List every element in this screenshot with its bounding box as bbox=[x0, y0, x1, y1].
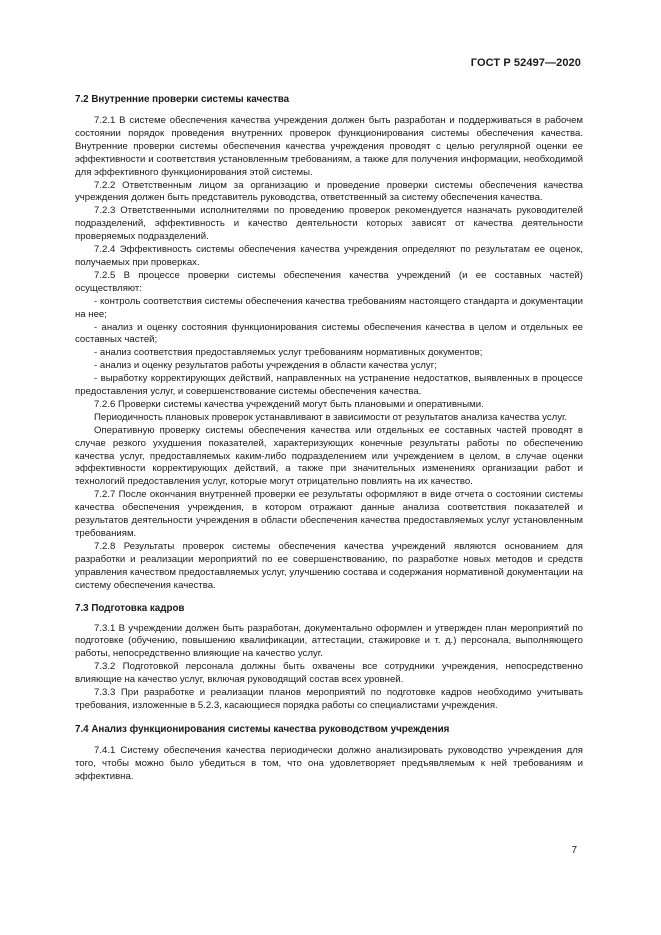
paragraph-7-2-5: 7.2.5 В процессе проверки системы обеспечения качества учреждений (и ее составных частей) осуществляют: bbox=[75, 269, 583, 294]
list-item: - анализ и оценку результатов работы учреждения в области качества услуг; bbox=[94, 360, 437, 372]
section-title-7-3: 7.3 Подготовка кадров bbox=[75, 602, 185, 614]
paragraph-7-2-1: 7.2.1 В системе обеспечения качества учреждения должен быть разработан и поддерживаться в рабочем состоянии порядок проведения внутренних проверок функционирования системы обеспечения качества. Внутренние проверки системы обеспечения качества учреждения проводят с целью регулярной оценки ее эффективности и соответствия установленным требованиям, а также для получения информации, необходимой для эффективного функционирования этой системы. bbox=[75, 115, 583, 178]
list-item: - выработку корректирующих действий, направленных на устранение недостатков, выявленных в процессе предоставления услуг, и совершенствование системы обеспечения качества. bbox=[75, 373, 583, 398]
paragraph-7-2-8: 7.2.8 Результаты проверок системы обеспечения качества учреждений являются основанием для разработки и реализации мероприятий по ее совершенствованию, по разработке новых методов и средств управления качеством предоставляемых услуг, улучшению состава и содержания нормативной документации на систему обеспечения качества. bbox=[75, 540, 583, 591]
paragraph-7-3-2: 7.3.2 Подготовкой персонала должны быть охвачены все сотрудники учреждения, непосредственно влияющие на качество услуг, включая руководящий состав всех уровней. bbox=[75, 661, 583, 686]
paragraph-7-2-4: 7.2.4 Эффективность системы обеспечения качества учреждения определяют по результатам ее оценок, получаемых при проверках. bbox=[75, 244, 583, 268]
page-number: 7 bbox=[571, 845, 577, 856]
list-item: - анализ соответствия предоставляемых услуг требованиям нормативных документов; bbox=[94, 347, 483, 359]
paragraph-7-3-1: 7.3.1 В учреждении должен быть разработан, документально оформлен и утвержден план мероприятий по подготовке (обучению, повышению квалификации, аттестации, стажировке и т. д.) персонала, выполняющего работы, непосредственно влияющие на качество услуг. bbox=[75, 622, 583, 660]
paragraph-periodicity: Периодичность плановых проверок устанавливают в зависимости от результатов анализа качества услуг. bbox=[94, 411, 568, 423]
list-item: - анализ и оценку состояния функционирования системы обеспечения качества в целом и отдельных ее составных частей; bbox=[75, 321, 583, 346]
section-title-7-2: 7.2 Внутренние проверки системы качества bbox=[75, 94, 290, 105]
paragraph-7-2-7: 7.2.7 После окончания внутренней проверки ее результаты оформляют в виде отчета о состоянии системы качества обеспечения учреждения, в котором отражают данные анализа соответствия показателей и результатов деятельности учреждения в области обеспечения качества предоставляемых услуг установленным требованиям. bbox=[75, 489, 583, 539]
paragraph-7-2-3: 7.2.3 Ответственными исполнителями по проведению проверок рекомендуется назначать руководителей подразделений, эффективность и качество деятельности которых зависят от качества деятельности проверяемых подразделений. bbox=[75, 205, 583, 243]
paragraph-7-3-3: 7.3.3 При разработке и реализации планов мероприятий по подготовке кадров необходимо учитывать требования, изложенные в 5.2.3, касающиеся порядка работы со специалистами учреждения. bbox=[75, 687, 583, 711]
paragraph-7-4-1: 7.4.1 Систему обеспечения качества периодически должно анализировать руководство учреждения для того, чтобы можно было убедиться в том, что она удовлетворяет предъявляемым к ней требованиям и эффективна. bbox=[75, 744, 583, 782]
document-code: ГОСТ Р 52497—2020 bbox=[470, 57, 581, 69]
paragraph-7-2-2: 7.2.2 Ответственным лицом за организацию и проведение проверки системы обеспечения качества учреждения должен быть представитель руководства, ответственный за систему обеспечения качества. bbox=[75, 179, 583, 204]
list-item: - контроль соответствия системы обеспечения качества требованиям настоящего стандарта и документации на нее; bbox=[75, 295, 583, 320]
document-body bbox=[75, 93, 583, 784]
paragraph-7-2-6: 7.2.6 Проверки системы качества учреждений могут быть плановыми и оперативными. bbox=[94, 398, 484, 410]
section-title-7-4: 7.4 Анализ функционирования системы качества руководством учреждения bbox=[75, 723, 450, 735]
paragraph-operative-check: Оперативную проверку системы обеспечения качества или отдельных ее составных частей проводят в случае резкого ухудшения показателей, характеризующих конечные результаты работы по обеспечению качества услуг, предоставляемых каким-либо подразделением или учреждением в целом, в случае оценки эффективности корректирующих действий, а также при значительных изменениях организации работ и технологий предоставления услуг, которые могут отрицательно повлиять на их качество. bbox=[75, 424, 583, 488]
